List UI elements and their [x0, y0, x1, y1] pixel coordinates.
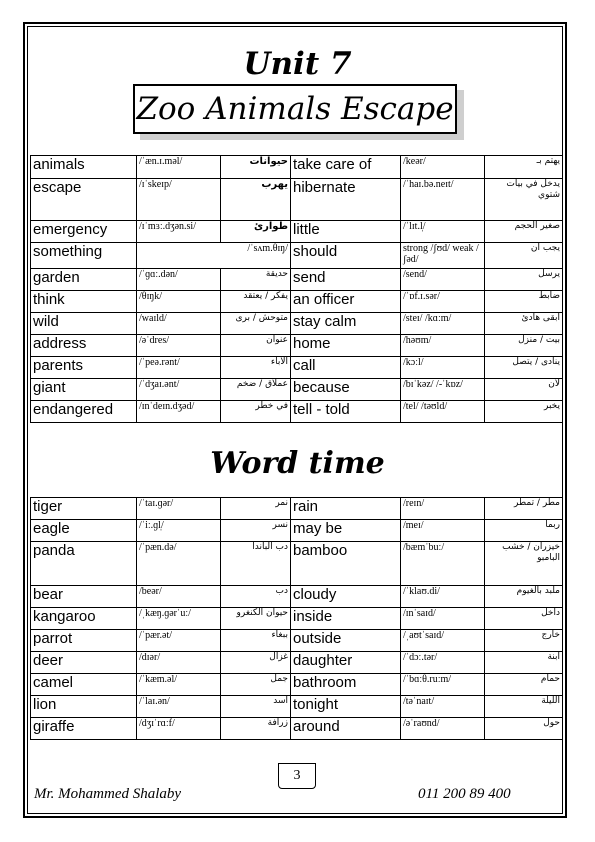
page-number: 3 [278, 763, 316, 789]
phonetic: /ˌaʊtˈsaɪd/ [401, 630, 485, 652]
english-word: escape [31, 179, 137, 221]
phonetic: /dʒɪˈrɑːf/ [137, 718, 221, 740]
phonetic: /tel/ /təʊld/ [401, 401, 485, 423]
arabic-meaning: ابنة [485, 652, 563, 674]
table-row [31, 243, 563, 269]
table-row [31, 696, 563, 718]
table-row [31, 498, 563, 520]
table-row [31, 221, 563, 243]
english-word: rain [291, 498, 401, 520]
phonetic: /kɔːl/ [401, 357, 485, 379]
phonetic: /waɪld/ [137, 313, 221, 335]
phonetic: /ˈdʒaɪ.ənt/ [137, 379, 221, 401]
arabic-meaning: الآباء [221, 357, 291, 379]
arabic-meaning: ينادى / يتصل [485, 357, 563, 379]
phonetic: /ˈsʌm.θɪŋ/ [137, 243, 291, 269]
english-word: tell - told [291, 401, 401, 423]
english-word: send [291, 269, 401, 291]
arabic-meaning: زرافة [221, 718, 291, 740]
phonetic: /ˈpær.ət/ [137, 630, 221, 652]
arabic-meaning: مطر / تمطر [485, 498, 563, 520]
phonetic: strong /ʃʊd/ weak /ʃəd/ [401, 243, 485, 269]
arabic-meaning: عملاق / ضخم [221, 379, 291, 401]
arabic-meaning: غزال [221, 652, 291, 674]
phonetic: /ˈiː.ɡl̩/ [137, 520, 221, 542]
arabic-meaning: حيوانات [221, 156, 291, 179]
phonetic: /ˈɒf.ɪ.sər/ [401, 291, 485, 313]
arabic-meaning: جمل [221, 674, 291, 696]
arabic-meaning: خارج [485, 630, 563, 652]
arabic-meaning: يجب أن [485, 243, 563, 269]
arabic-meaning: حيوان الكنغرو [221, 608, 291, 630]
english-word: bamboo [291, 542, 401, 586]
english-word: should [291, 243, 401, 269]
phonetic: /ˈhaɪ.bə.neɪt/ [401, 179, 485, 221]
english-word: bear [31, 586, 137, 608]
table-row [31, 401, 563, 423]
arabic-meaning: حول [485, 718, 563, 740]
arabic-meaning: خيزران / خشب البامبو [485, 542, 563, 586]
arabic-meaning: يهتم بـ [485, 156, 563, 179]
phonetic: /ˈlɪt.l̩/ [401, 221, 485, 243]
english-word: inside [291, 608, 401, 630]
phonetic: /ˈpæn.də/ [137, 542, 221, 586]
english-word: lion [31, 696, 137, 718]
arabic-meaning: يفكر / يعتقد [221, 291, 291, 313]
english-word: address [31, 335, 137, 357]
arabic-meaning: في خطر [221, 401, 291, 423]
english-word: deer [31, 652, 137, 674]
english-word: because [291, 379, 401, 401]
phonetic: /həʊm/ [401, 335, 485, 357]
vocabulary-table-unit [30, 155, 563, 423]
table-row [31, 542, 563, 586]
arabic-meaning: عنوان [221, 335, 291, 357]
english-word: endangered [31, 401, 137, 423]
phonetic: /ˈdɔː.tər/ [401, 652, 485, 674]
english-word: garden [31, 269, 137, 291]
arabic-meaning: يدخل في بيات شتوي [485, 179, 563, 221]
phonetic: /ˈpeə.rənt/ [137, 357, 221, 379]
english-word: giraffe [31, 718, 137, 740]
phonetic: /ˈɡɑː.dən/ [137, 269, 221, 291]
table-row [31, 652, 563, 674]
arabic-meaning: يخبر [485, 401, 563, 423]
english-word: tonight [291, 696, 401, 718]
arabic-meaning: ابقى هادئ [485, 313, 563, 335]
arabic-meaning: يهرب [221, 179, 291, 221]
table-row [31, 520, 563, 542]
english-word: something [31, 243, 137, 269]
phonetic: /send/ [401, 269, 485, 291]
table-row [31, 313, 563, 335]
english-word: an officer [291, 291, 401, 313]
english-word: cloudy [291, 586, 401, 608]
phonetic: /ɪˈskeɪp/ [137, 179, 221, 221]
english-word: outside [291, 630, 401, 652]
phonetic: /θɪŋk/ [137, 291, 221, 313]
english-word: bathroom [291, 674, 401, 696]
arabic-meaning: نمر [221, 498, 291, 520]
english-word: little [291, 221, 401, 243]
word-time-title: Word time [210, 446, 385, 481]
english-word: emergency [31, 221, 137, 243]
phonetic: /bɪˈkəz/ /-ˈkɒz/ [401, 379, 485, 401]
english-word: daughter [291, 652, 401, 674]
arabic-meaning: ربما [485, 520, 563, 542]
english-word: panda [31, 542, 137, 586]
english-word: take care of [291, 156, 401, 179]
unit-title: Unit 7 [243, 46, 352, 82]
english-word: kangaroo [31, 608, 137, 630]
phonetic: /ˈlaɪ.ən/ [137, 696, 221, 718]
table-row [31, 335, 563, 357]
phonetic: /ˈtaɪ.ɡər/ [137, 498, 221, 520]
lesson-title: Zoo Animals Escape [133, 84, 457, 134]
table-row [31, 357, 563, 379]
arabic-meaning: الليلة [485, 696, 563, 718]
english-word: eagle [31, 520, 137, 542]
phonetic: /ˌkæŋ.ɡərˈuː/ [137, 608, 221, 630]
english-word: tiger [31, 498, 137, 520]
table-row [31, 608, 563, 630]
table-row [31, 586, 563, 608]
english-word: call [291, 357, 401, 379]
phonetic: /ɪnˈdeɪn.dʒəd/ [137, 401, 221, 423]
phonetic: /ˈæn.ɪ.məl/ [137, 156, 221, 179]
table-row [31, 291, 563, 313]
author-name: Mr. Mohammed Shalaby [34, 786, 182, 802]
english-word: wild [31, 313, 137, 335]
phonetic: /ɪˈmɜː.dʒən.si/ [137, 221, 221, 243]
english-word: hibernate [291, 179, 401, 221]
arabic-meaning: متوحش / برى [221, 313, 291, 335]
phone-number: 011 200 89 400 [418, 786, 511, 802]
phonetic: /ɪnˈsaɪd/ [401, 608, 485, 630]
phonetic: /ˈklaʊ.di/ [401, 586, 485, 608]
arabic-meaning: صغير الحجم [485, 221, 563, 243]
table-row [31, 379, 563, 401]
phonetic: /keər/ [401, 156, 485, 179]
arabic-meaning: دب [221, 586, 291, 608]
english-word: around [291, 718, 401, 740]
arabic-meaning: دب الباندا [221, 542, 291, 586]
table-row [31, 718, 563, 740]
english-word: giant [31, 379, 137, 401]
phonetic: /steɪ/ /kɑːm/ [401, 313, 485, 335]
phonetic: /təˈnaɪt/ [401, 696, 485, 718]
arabic-meaning: نسر [221, 520, 291, 542]
phonetic: /reɪn/ [401, 498, 485, 520]
arabic-meaning: داخل [485, 608, 563, 630]
arabic-meaning: أسد [221, 696, 291, 718]
phonetic: /meɪ/ [401, 520, 485, 542]
arabic-meaning: ملبد بالغيوم [485, 586, 563, 608]
english-word: home [291, 335, 401, 357]
arabic-meaning: حمام [485, 674, 563, 696]
arabic-meaning: بيت / منزل [485, 335, 563, 357]
phonetic: /ˈbɑːθ.ruːm/ [401, 674, 485, 696]
phonetic: /əˈdres/ [137, 335, 221, 357]
phonetic: /ˈkæm.əl/ [137, 674, 221, 696]
vocabulary-table-word-time [30, 497, 563, 740]
table-row [31, 179, 563, 221]
english-word: camel [31, 674, 137, 696]
table-row [31, 269, 563, 291]
english-word: parrot [31, 630, 137, 652]
table-row [31, 156, 563, 179]
arabic-meaning: يرسل [485, 269, 563, 291]
arabic-meaning: ضابط [485, 291, 563, 313]
table-row [31, 630, 563, 652]
phonetic: /əˈraʊnd/ [401, 718, 485, 740]
arabic-meaning: ببغاء [221, 630, 291, 652]
phonetic: /beər/ [137, 586, 221, 608]
phonetic: /dɪər/ [137, 652, 221, 674]
arabic-meaning: لأن [485, 379, 563, 401]
english-word: think [31, 291, 137, 313]
table-row [31, 674, 563, 696]
arabic-meaning: طوارئ [221, 221, 291, 243]
phonetic: /bæmˈbuː/ [401, 542, 485, 586]
english-word: stay calm [291, 313, 401, 335]
english-word: parents [31, 357, 137, 379]
english-word: animals [31, 156, 137, 179]
english-word: may be [291, 520, 401, 542]
arabic-meaning: حديقة [221, 269, 291, 291]
